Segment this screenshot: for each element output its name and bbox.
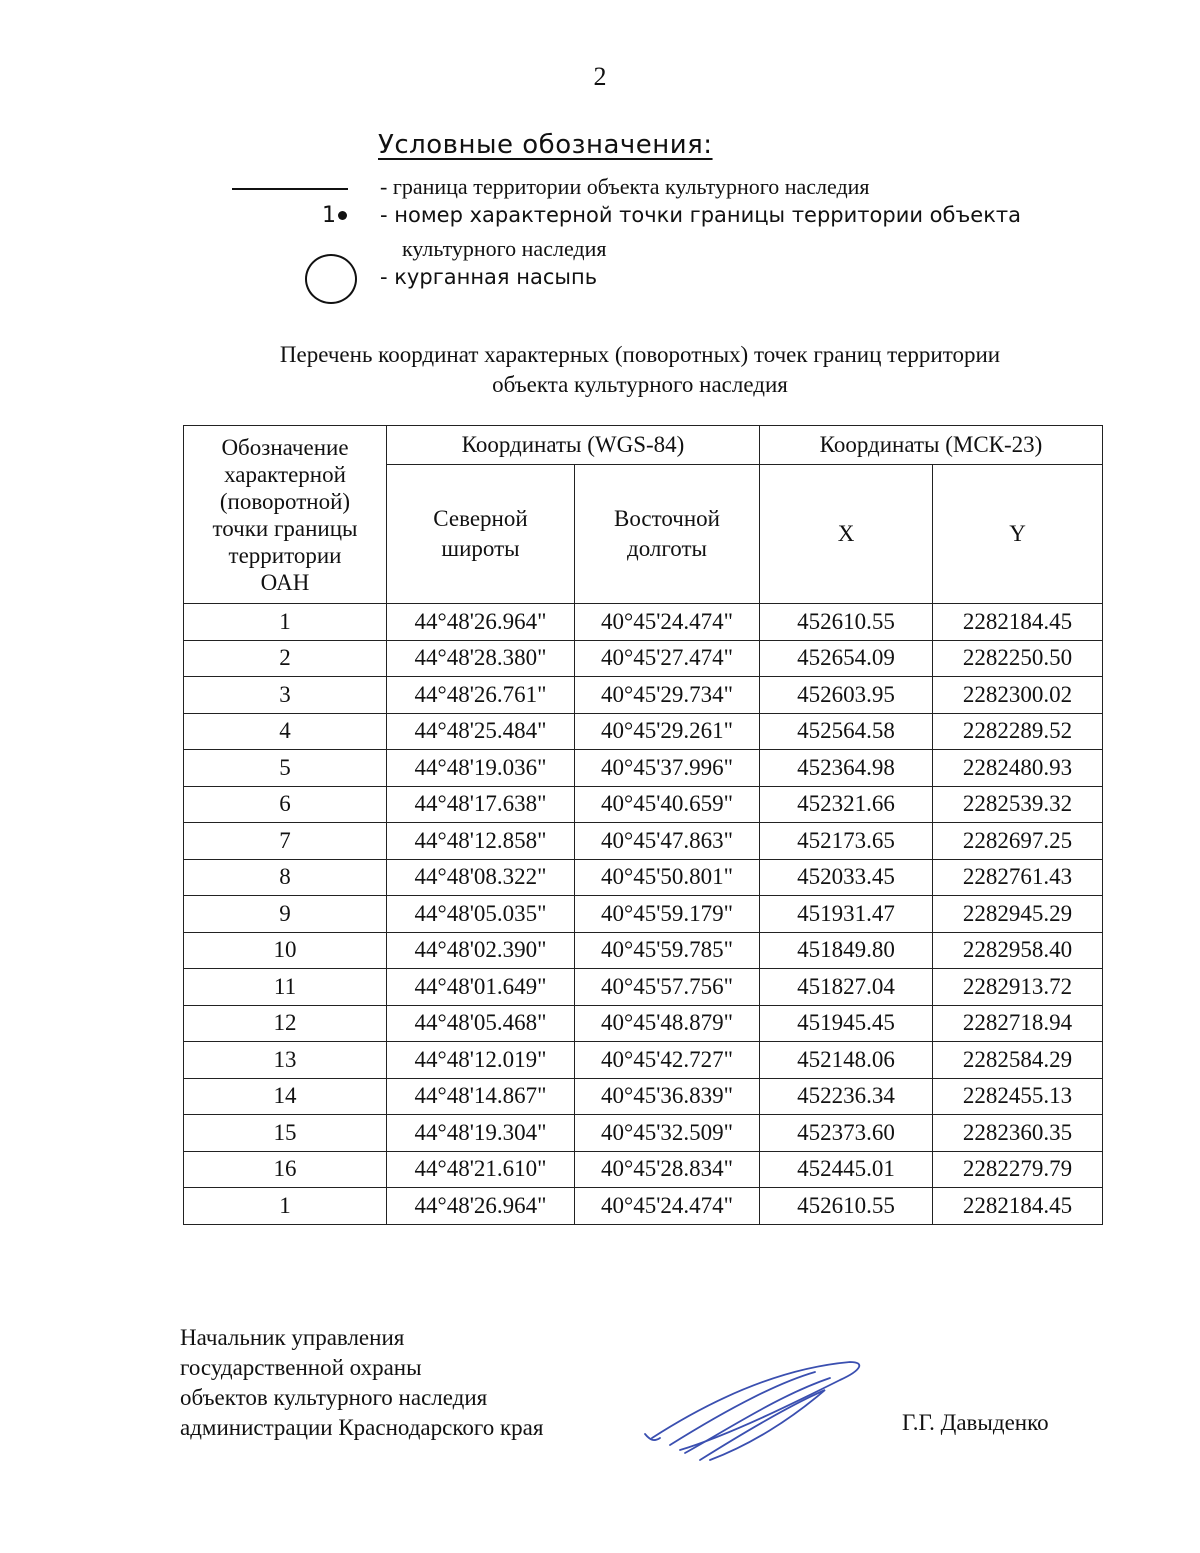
cell-y: 2282480.93 [933,750,1103,787]
coordinates-table-body [184,604,1103,1225]
cell-y: 2282360.35 [933,1115,1103,1152]
cell-point-number: 8 [184,859,387,896]
header-point-line: (поворотной) [219,488,351,514]
cell-x: 452603.95 [760,677,933,714]
cell-north-latitude: 44°48'14.867" [387,1078,575,1115]
table-row [184,896,1103,933]
coordinate-list-title [0,340,1200,400]
table-row [184,750,1103,787]
cell-point-number: 16 [184,1151,387,1188]
legend-title: Условные обозначения: [378,130,713,160]
cell-y: 2282718.94 [933,1005,1103,1042]
header-north-latitude [387,465,575,604]
cell-east-longitude: 40°45'29.261" [575,713,760,750]
cell-x: 452364.98 [760,750,933,787]
cell-x: 451945.45 [760,1005,933,1042]
cell-x: 451827.04 [760,969,933,1006]
cell-x: 452373.60 [760,1115,933,1152]
signatory-name: Г.Г. Давыденко [902,1410,1049,1435]
header-point-line: ОАН [260,569,310,595]
cell-x: 452321.66 [760,786,933,823]
cell-y: 2282539.32 [933,786,1103,823]
list-title-line2: объекта культурного наследия [492,372,788,397]
cell-y: 2282289.52 [933,713,1103,750]
cell-north-latitude: 44°48'02.390" [387,932,575,969]
cell-point-number: 1 [184,1188,387,1225]
signature-position-line: Начальник управления [180,1325,405,1350]
page-number: 2 [593,62,607,91]
cell-north-latitude: 44°48'17.638" [387,786,575,823]
cell-east-longitude: 40°45'29.734" [575,677,760,714]
coordinates-table [183,425,1103,1225]
cell-y: 2282184.45 [933,604,1103,641]
cell-point-number: 12 [184,1005,387,1042]
header-north-line: широты [441,536,520,561]
header-east-line: Восточной [614,506,720,531]
header-point-line: Обозначение [221,434,349,460]
cell-point-number: 4 [184,713,387,750]
legend-mound-label: - курганная насыпь [380,265,598,289]
table-row [184,640,1103,677]
cell-north-latitude: 44°48'19.036" [387,750,575,787]
cell-x: 451931.47 [760,896,933,933]
cell-east-longitude: 40°45'36.839" [575,1078,760,1115]
table-row [184,1078,1103,1115]
cell-y: 2282913.72 [933,969,1103,1006]
cell-north-latitude: 44°48'26.964" [387,1188,575,1225]
cell-x: 451849.80 [760,932,933,969]
cell-east-longitude: 40°45'47.863" [575,823,760,860]
header-y: Y [933,465,1103,604]
cell-x: 452610.55 [760,1188,933,1225]
cell-x: 452148.06 [760,1042,933,1079]
legend-boundary-label: - граница территории объекта культурного наследия [380,174,870,199]
cell-x: 452564.58 [760,713,933,750]
cell-x: 452173.65 [760,823,933,860]
cell-point-number: 3 [184,677,387,714]
cell-east-longitude: 40°45'28.834" [575,1151,760,1188]
cell-east-longitude: 40°45'37.996" [575,750,760,787]
legend-point-number-sample: 1 [322,203,336,228]
table-row [184,1005,1103,1042]
header-north-line: Северной [433,506,528,531]
table-row [184,932,1103,969]
signature-position-line: администрации Краснодарского края [180,1415,544,1440]
header-x: X [760,465,933,604]
cell-north-latitude: 44°48'28.380" [387,640,575,677]
handwritten-signature [640,1350,870,1465]
table-row [184,604,1103,641]
legend-mound-circle-icon [305,254,357,304]
cell-y: 2282250.50 [933,640,1103,677]
table-row [184,1188,1103,1225]
cell-point-number: 5 [184,750,387,787]
cell-north-latitude: 44°48'05.468" [387,1005,575,1042]
cell-point-number: 13 [184,1042,387,1079]
cell-east-longitude: 40°45'48.879" [575,1005,760,1042]
table-row [184,1151,1103,1188]
table-row [184,786,1103,823]
cell-y: 2282184.45 [933,1188,1103,1225]
cell-x: 452610.55 [760,604,933,641]
table-row [184,677,1103,714]
cell-y: 2282697.25 [933,823,1103,860]
cell-north-latitude: 44°48'21.610" [387,1151,575,1188]
cell-y: 2282958.40 [933,932,1103,969]
cell-north-latitude: 44°48'19.304" [387,1115,575,1152]
cell-x: 452033.45 [760,859,933,896]
cell-y: 2282584.29 [933,1042,1103,1079]
cell-east-longitude: 40°45'24.474" [575,1188,760,1225]
cell-east-longitude: 40°45'59.785" [575,932,760,969]
table-row [184,1042,1103,1079]
cell-north-latitude: 44°48'08.322" [387,859,575,896]
cell-x: 452445.01 [760,1151,933,1188]
cell-y: 2282455.13 [933,1078,1103,1115]
signature-position-line: государственной охраны [180,1355,422,1380]
cell-north-latitude: 44°48'12.858" [387,823,575,860]
cell-east-longitude: 40°45'32.509" [575,1115,760,1152]
cell-point-number: 9 [184,896,387,933]
header-msk23: Координаты (МСК-23) [760,426,1103,465]
cell-y: 2282945.29 [933,896,1103,933]
cell-east-longitude: 40°45'27.474" [575,640,760,677]
cell-east-longitude: 40°45'50.801" [575,859,760,896]
legend-point-label-line2: культурного наследия [402,236,607,261]
header-point-designation [184,426,387,604]
header-east-line: долготы [627,536,707,561]
cell-point-number: 7 [184,823,387,860]
cell-east-longitude: 40°45'40.659" [575,786,760,823]
cell-east-longitude: 40°45'24.474" [575,604,760,641]
cell-north-latitude: 44°48'26.761" [387,677,575,714]
cell-north-latitude: 44°48'25.484" [387,713,575,750]
signature-position-line: объектов культурного наследия [180,1385,488,1410]
table-row [184,823,1103,860]
table-row [184,1115,1103,1152]
cell-north-latitude: 44°48'12.019" [387,1042,575,1079]
table-row [184,969,1103,1006]
list-title-line1: Перечень координат характерных (поворотных) точек границ территории [279,342,1001,367]
cell-y: 2282279.79 [933,1151,1103,1188]
cell-east-longitude: 40°45'59.179" [575,896,760,933]
cell-point-number: 15 [184,1115,387,1152]
header-point-line: территории [228,542,342,568]
cell-point-number: 6 [184,786,387,823]
cell-north-latitude: 44°48'01.649" [387,969,575,1006]
header-wgs84: Координаты (WGS-84) [387,426,760,465]
legend-boundary-line-sample [232,188,348,190]
header-point-line: точки границы [212,515,358,541]
cell-point-number: 1 [184,604,387,641]
cell-north-latitude: 44°48'05.035" [387,896,575,933]
cell-east-longitude: 40°45'57.756" [575,969,760,1006]
cell-east-longitude: 40°45'42.727" [575,1042,760,1079]
legend-point-label-line1: - номер характерной точки границы территории объекта [380,203,1022,227]
cell-x: 452654.09 [760,640,933,677]
signature-position [180,1323,543,1443]
cell-point-number: 11 [184,969,387,1006]
header-point-line: характерной [224,461,346,487]
cell-y: 2282300.02 [933,677,1103,714]
legend-point-dot-icon [338,211,347,220]
table-row [184,859,1103,896]
cell-point-number: 14 [184,1078,387,1115]
cell-point-number: 10 [184,932,387,969]
cell-north-latitude: 44°48'26.964" [387,604,575,641]
cell-y: 2282761.43 [933,859,1103,896]
cell-point-number: 2 [184,640,387,677]
header-east-longitude [575,465,760,604]
cell-x: 452236.34 [760,1078,933,1115]
table-row [184,713,1103,750]
